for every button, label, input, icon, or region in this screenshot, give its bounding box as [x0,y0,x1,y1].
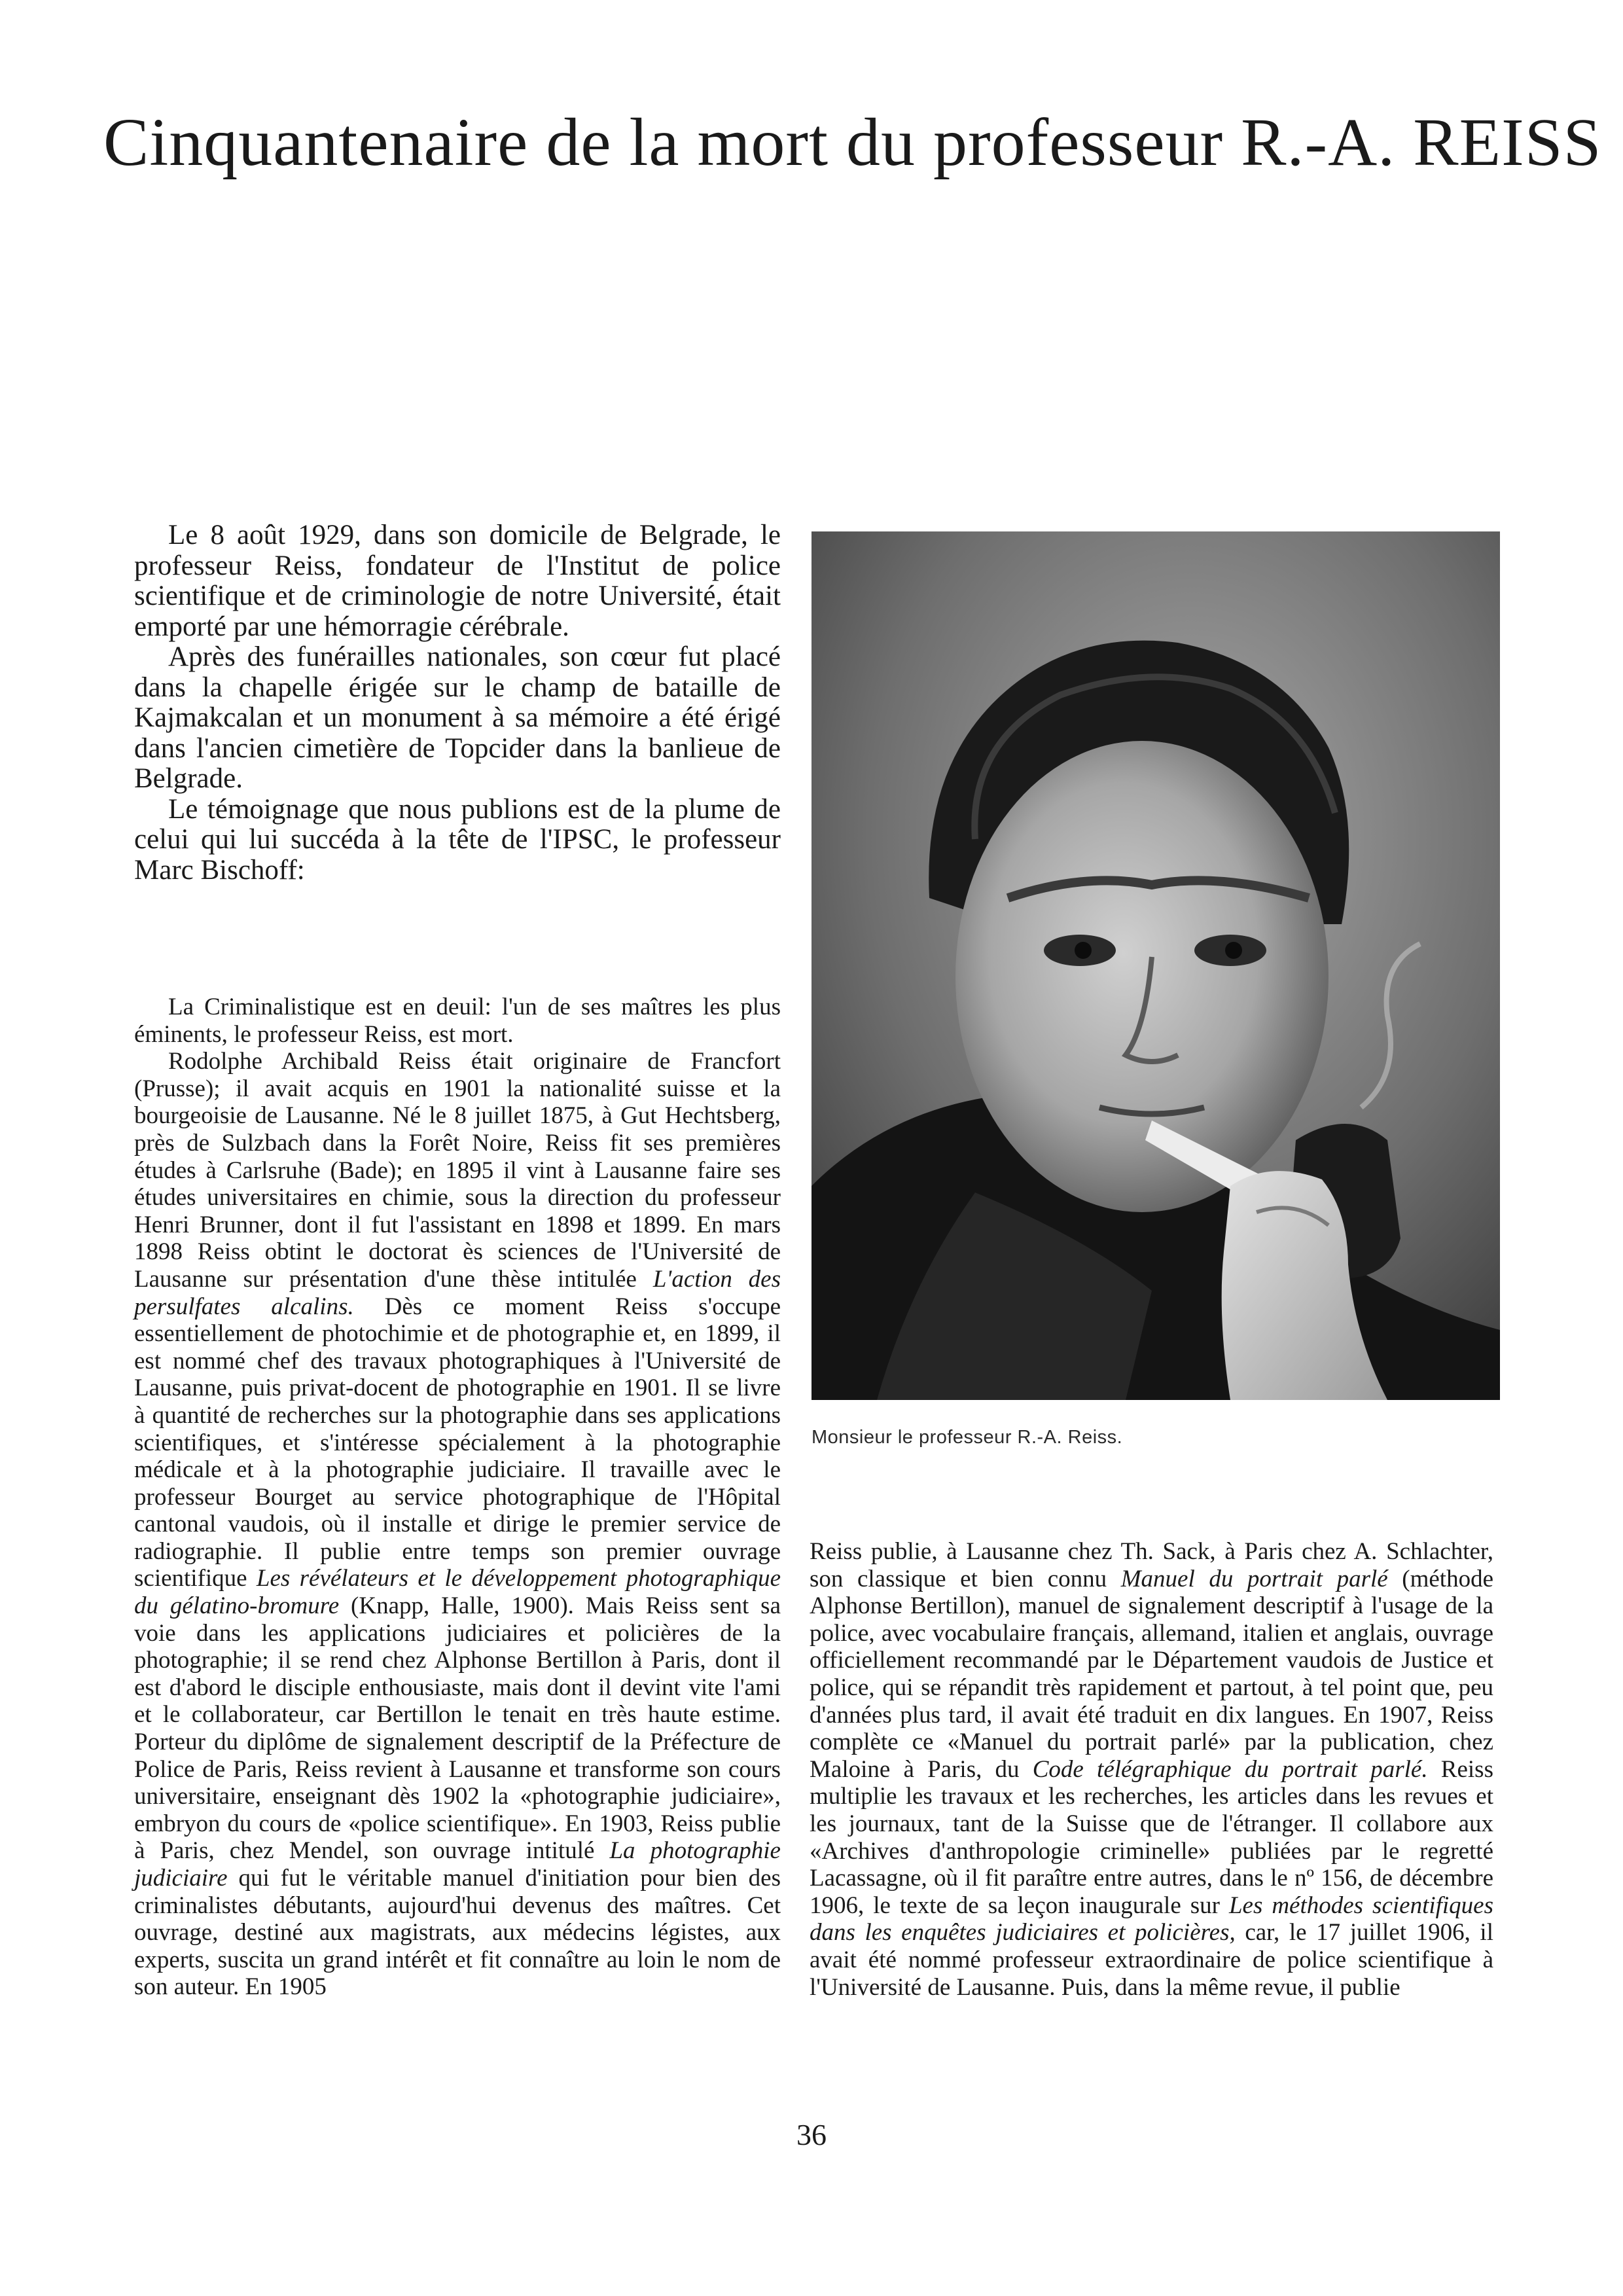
testimony-paragraph: La Criminalistique est en deuil: l'un de ses maîtres les plus éminents, le professeur Reiss, est mort. [134,994,781,1048]
text-run: qui fut le véritable manuel d'initiation pour bien des criminalistes débutants, aujourd'hui devenus des maîtres. Cet ouvrage, destiné aux magistrats, aux médecins légistes, aux experts, suscita un grand intérêt et fit connaître au loin le nom de son auteur. En 1905 [134,1865,781,2001]
intro-paragraph: Après des funérailles nationales, son cœur fut placé dans la chapelle érigée sur le champ de bataille de Kajmakcalan et un monument à sa mémoire a été érigé dans l'ancien cimetière de Topcider dans la banlieue de Belgrade. [134,641,781,794]
book-title: La photographie judiciaire [134,1837,781,1892]
portrait-photo [812,531,1500,1400]
book-title: Les révélateurs et le développement photographique du gélatino-bromure [134,1565,781,1620]
page-title: Cinquantenaire de la mort du professeur R.-A. REISS [103,105,1602,180]
intro-paragraph: Le 8 août 1929, dans son domicile de Belgrade, le professeur Reiss, fondateur de l'Institut de police scientifique et de criminologie de notre Université, était emporté par une hémorragie cérébrale. [134,520,781,642]
book-title: Manuel du portrait parlé [1120,1565,1388,1592]
text-run: Reiss multiplie les travaux et les recherches, les articles dans les revues et les journaux, tant de la Suisse que de l'étranger. Il collabore aux «Archives d'anthropologie criminelle» publiées par le regretté Lacassagne, où il fit paraître entre autres, dans le nº 156, de décembre 1906, le texte de sa leçon inaugurale sur [810,1755,1493,1919]
text-run: Rodolphe Archibald Reiss était originaire de Francfort (Prusse); il avait acquis en 1901 la nationalité suisse et la bourgeoisie de Lausanne. Né le 8 juillet 1875, à Gut Hechtsberg, près de Sulzbach dans la Forêt Noire, Reiss fit ses premières études à Carlsruhe (Bade); en 1895 il vint à Lausanne faire ses études universitaires en chimie, sous la direction du professeur Henri Brunner, dont il fut l'assistant en 1898 et 1899. En mars 1898 Reiss obtint le doctorat ès sciences de l'Université de Lausanne sur présentation d'une thèse intitulée [134,1048,781,1293]
lecture-title: Les méthodes scientifiques dans les enquêtes judiciaires et policières, [810,1892,1494,1946]
text-run: car, le 17 juillet 1906, il avait été nommé professeur extraordinaire de police scientifique à l'Université de Lausanne. Puis, dans la même revue, il publie [810,1919,1493,2001]
photo-caption: Monsieur le professeur R.-A. Reiss. [812,1427,1123,1448]
text-run: (Knapp, Halle, 1900). Mais Reiss sent sa voie dans les applications judiciaires et policières de la photographie; il se rend chez Alphonse Bertillon à Paris, dont il est d'abord le disciple enthousiaste, mais dont il devint vite l'ami et le collaborateur, car Bertillon le tenait en très haute estime. Porteur du diplôme de signalement descriptif de la Préfecture de Police de Paris, Reiss revient à Lausanne et transforme son cours universitaire, enseignant dès 1902 la «photographie judiciaire», embryon du cours de «police scientifique». En 1903, Reiss publie à Paris, chez Mendel, son ouvrage intitulé [134,1592,781,1865]
testimony-paragraph [134,1048,781,2001]
text-run: Reiss publie, à Lausanne chez Th. Sack, à Paris chez A. Schlachter, son classique et bien connu [810,1538,1493,1592]
text-run: Dès ce moment Reiss s'occupe essentiellement de photochimie et de photographie et, en 1899, il est nommé chef des travaux photographiques à l'Université de Lausanne, puis privat-docent de photographie en 1901. Il se livre à quantité de recherches sur la photographie dans ses applications scientifiques, et s'intéresse spécialement à la photographie médicale et à la photographie judiciaire. Il travaille avec le professeur Bourget au service photographique de l'Hôpital cantonal vaudois, où il installe et dirige le premier service de radiographie. Il publie entre temps son premier ouvrage scientifique [134,1293,781,1592]
testimony-text [134,994,781,2001]
book-title: Code télégraphique du portrait parlé. [1032,1755,1428,1783]
portrait-illustration [812,531,1500,1400]
continuation-paragraph [810,1538,1493,2001]
continuation-text [810,1538,1493,2001]
page-number: 36 [796,2118,827,2151]
intro-text [134,520,781,886]
thesis-title: L'action des persulfates alcalins. [134,1265,781,1320]
intro-paragraph: Le témoignage que nous publions est de la plume de celui qui lui succéda à la tête de l'IPSC, le professeur Marc Bischoff: [134,793,781,886]
text-run: (méthode Alphonse Bertillon), manuel de signalement descriptif à l'usage de la police, avec vocabulaire français, allemand, italien et anglais, ouvrage officiellement recommandé par le Département vaudois de Justice et police, qui se répandit très rapidement et partout, à tel point que, peu d'années plus tard, il avait été traduit en dix langues. En 1907, Reiss complète ce «Manuel du portrait parlé» par la publication, chez Maloine à Paris, du [810,1565,1493,1783]
